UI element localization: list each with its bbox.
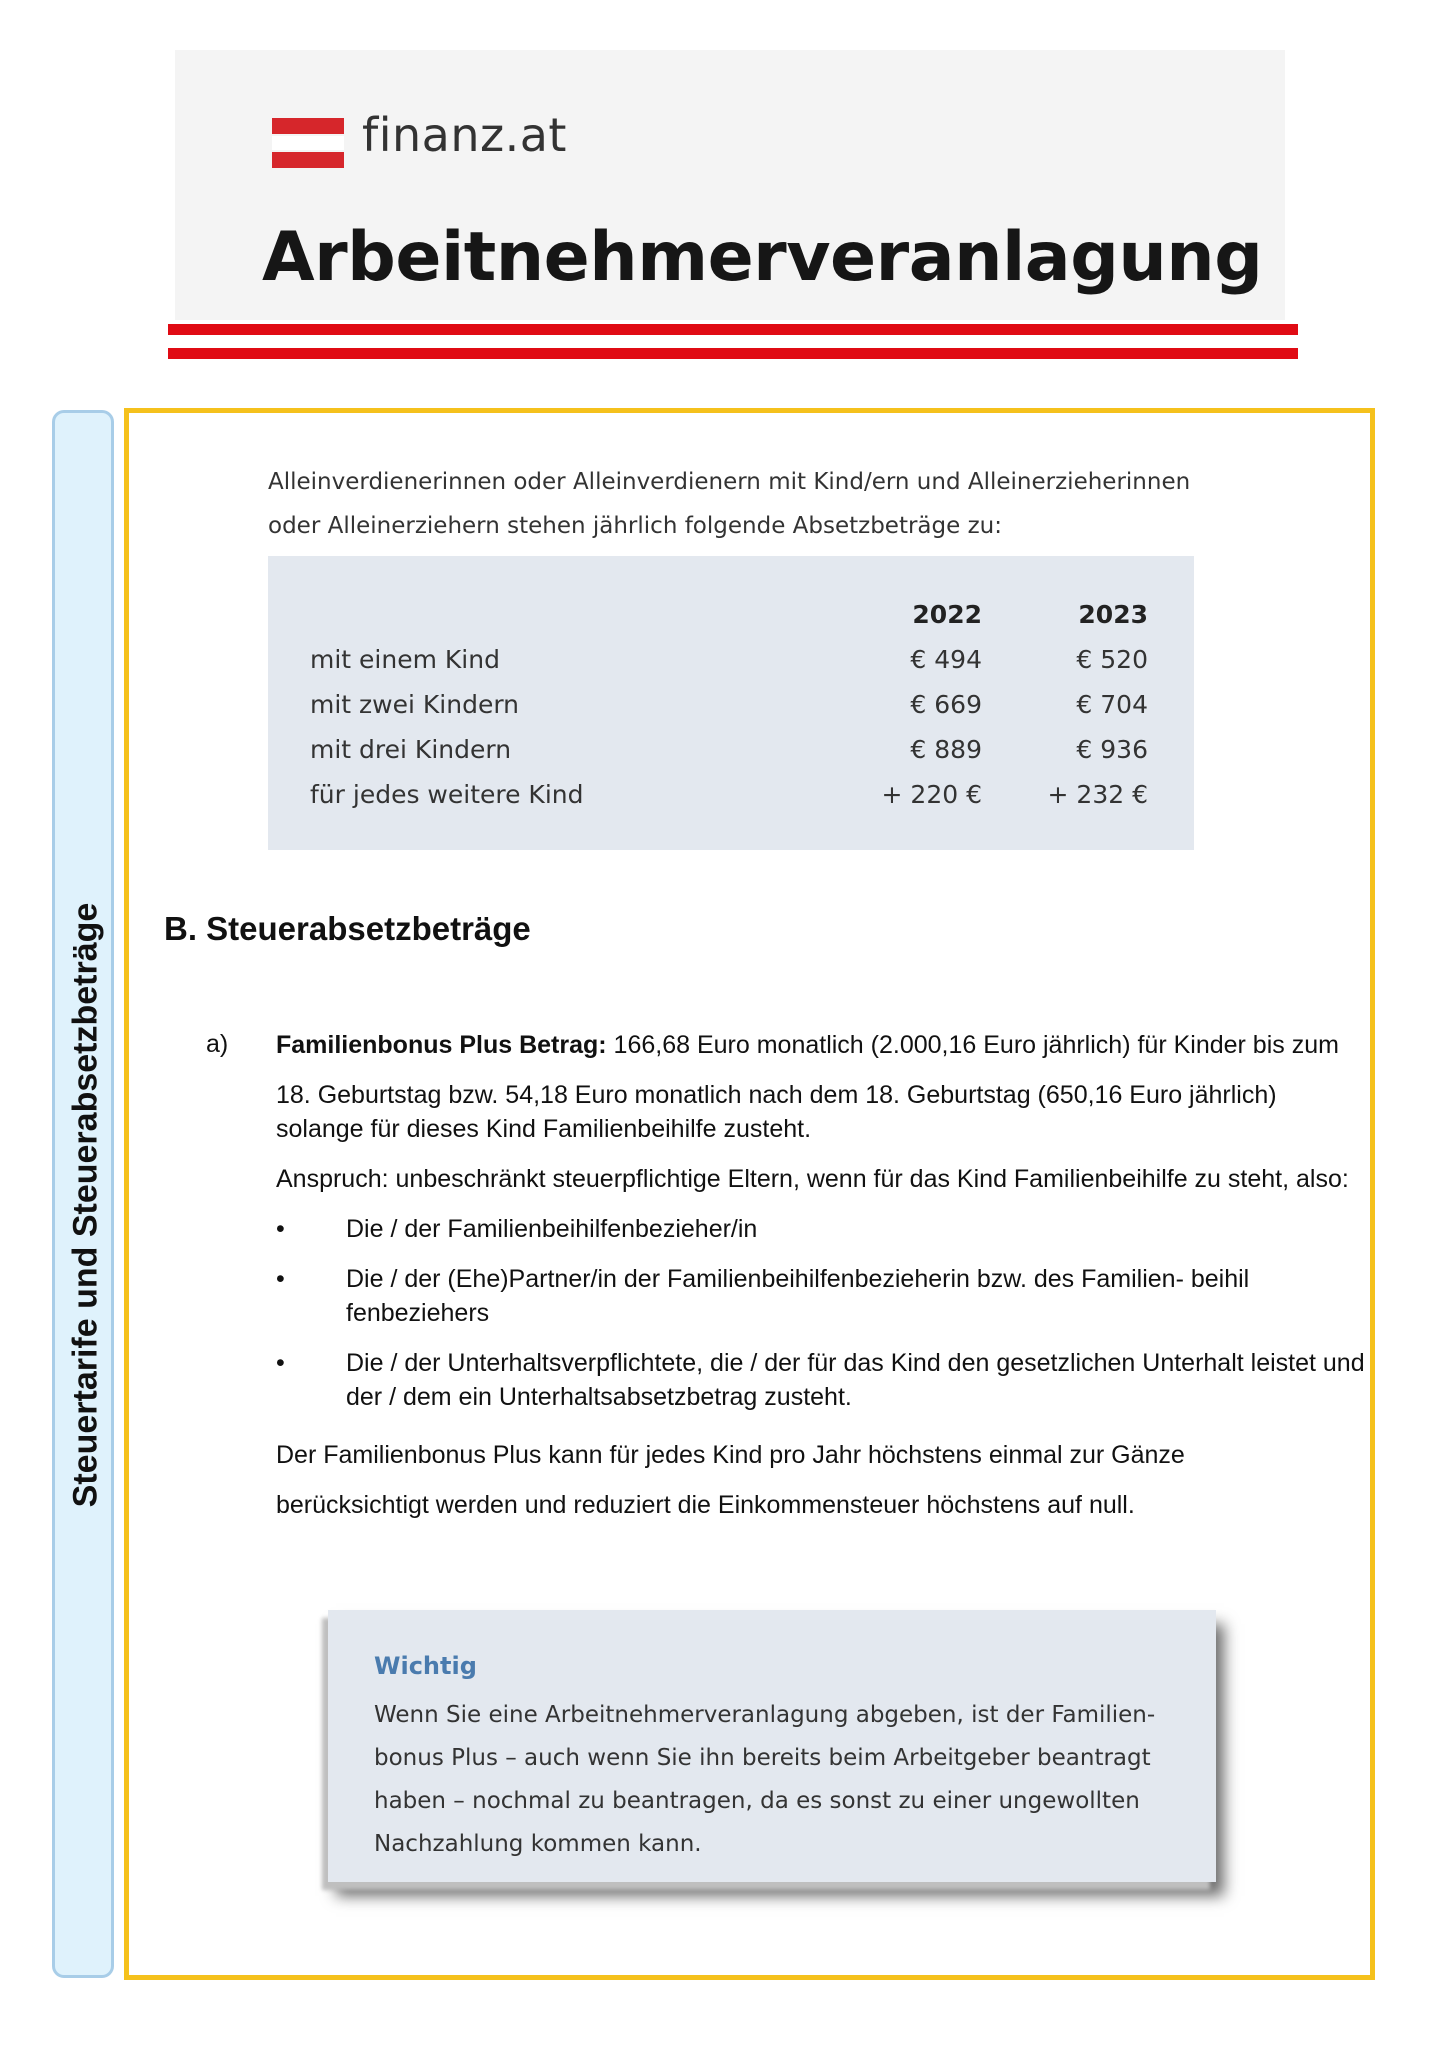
intro-line: Alleinverdienerinnen oder Alleinverdienern mit Kind/ern und Alleinerzieherinnen (268, 469, 1191, 495)
table-cell-value: € 704 (1076, 690, 1148, 719)
header-divider-bottom (168, 348, 1298, 359)
closing-paragraph (276, 1430, 1366, 1530)
header-divider-top (168, 324, 1298, 335)
table-row (310, 727, 1148, 772)
bullet-icon: • (276, 1215, 285, 1243)
intro-line: oder Alleinerziehern stehen jährlich folgende Absetzbeträge zu: (268, 513, 1002, 539)
note-line: haben – nochmal zu beantragen, da es sonst zu einer ungewollten (374, 1788, 1140, 1814)
table-cell-value: € 494 (910, 645, 982, 674)
bullet-icon: • (276, 1349, 285, 1377)
familienbonus-section (276, 1028, 1366, 1530)
important-note-box (328, 1610, 1216, 1882)
bullet-text: Die / der Familienbeihilfenbezieher/in (346, 1215, 758, 1243)
note-text (374, 1694, 1194, 1866)
section-heading: B. Steuerabsetzbeträge (164, 910, 531, 947)
intro-paragraph (268, 460, 1228, 548)
table-header-row (310, 592, 1148, 637)
bullet-text: Die / der Unterhaltsverpflichtete, die / der für das Kind den gesetzlichen Unterhalt leistet und der / dem ein Unterhaltsabsetzbetrag zusteht. (346, 1349, 1365, 1411)
item-paragraph (276, 1028, 1366, 1062)
item-bold-label: Familienbonus Plus Betrag: (276, 1031, 607, 1059)
note-title: Wichtig (374, 1652, 477, 1680)
table-cell-label: mit einem Kind (310, 645, 500, 674)
table-cell-value: € 669 (910, 690, 982, 719)
document-title: Arbeitnehmerveranlagung (262, 218, 1263, 297)
deduction-table-box (268, 556, 1194, 850)
bullet-item (276, 1212, 1366, 1246)
table-cell-label: mit drei Kindern (310, 735, 512, 764)
table-cell-value: + 220 € (881, 780, 982, 809)
note-line: Wenn Sie eine Arbeitnehmerveranlagung abgeben, ist der Familien- (374, 1702, 1156, 1728)
note-line: Nachzahlung kommen kann. (374, 1831, 702, 1857)
table-cell-label: für jedes weitere Kind (310, 780, 584, 809)
bullet-icon: • (276, 1265, 285, 1293)
closing-line: berücksichtigt werden und reduziert die Einkommensteuer höchstens auf null. (276, 1491, 1135, 1519)
table-cell-value: € 936 (1076, 735, 1148, 764)
item-paragraph: Anspruch: unbeschränkt steuerpflichtige Eltern, wenn für das Kind Familienbeihilfe zu steht, also: (276, 1165, 1349, 1193)
table-cell-label: mit zwei Kindern (310, 690, 520, 719)
closing-line: Der Familienbonus Plus kann für jedes Kind pro Jahr höchstens einmal zur Gänze (276, 1441, 1185, 1469)
bullet-item (276, 1346, 1366, 1414)
item-paragraph: 18. Geburtstag bzw. 54,18 Euro monatlich nach dem 18. Geburtstag (650,16 Euro jährlich) solange für dieses Kind Familienbeihilfe zusteht. (276, 1081, 1277, 1143)
table-header-cell: 2023 (1078, 600, 1148, 629)
table-cell-value: € 889 (910, 735, 982, 764)
table-row (310, 772, 1148, 817)
bullet-item (276, 1262, 1366, 1330)
table-header-cell (310, 592, 820, 637)
austrian-flag-icon (272, 118, 344, 168)
bullet-text: Die / der (Ehe)Partner/in der Familienbeihilfenbezieherin bzw. des Familien- beihil fenbeziehers (346, 1265, 1250, 1327)
side-tab-label: Steuertarife und Steuerabsetzbeträge (66, 902, 105, 1508)
table-row (310, 682, 1148, 727)
table-header-cell: 2022 (912, 600, 982, 629)
item-marker: a) (206, 1030, 229, 1058)
table-cell-value: + 232 € (1047, 780, 1148, 809)
brand-name: finanz.at (362, 108, 567, 162)
deduction-table (310, 592, 1148, 817)
item-text: 166,68 Euro monatlich (2.000,16 Euro jährlich) für Kinder bis zum (606, 1031, 1339, 1059)
note-line: bonus Plus – auch wenn Sie ihn bereits beim Arbeitgeber beantragt (374, 1745, 1151, 1771)
table-cell-value: € 520 (1076, 645, 1148, 674)
table-row (310, 637, 1148, 682)
